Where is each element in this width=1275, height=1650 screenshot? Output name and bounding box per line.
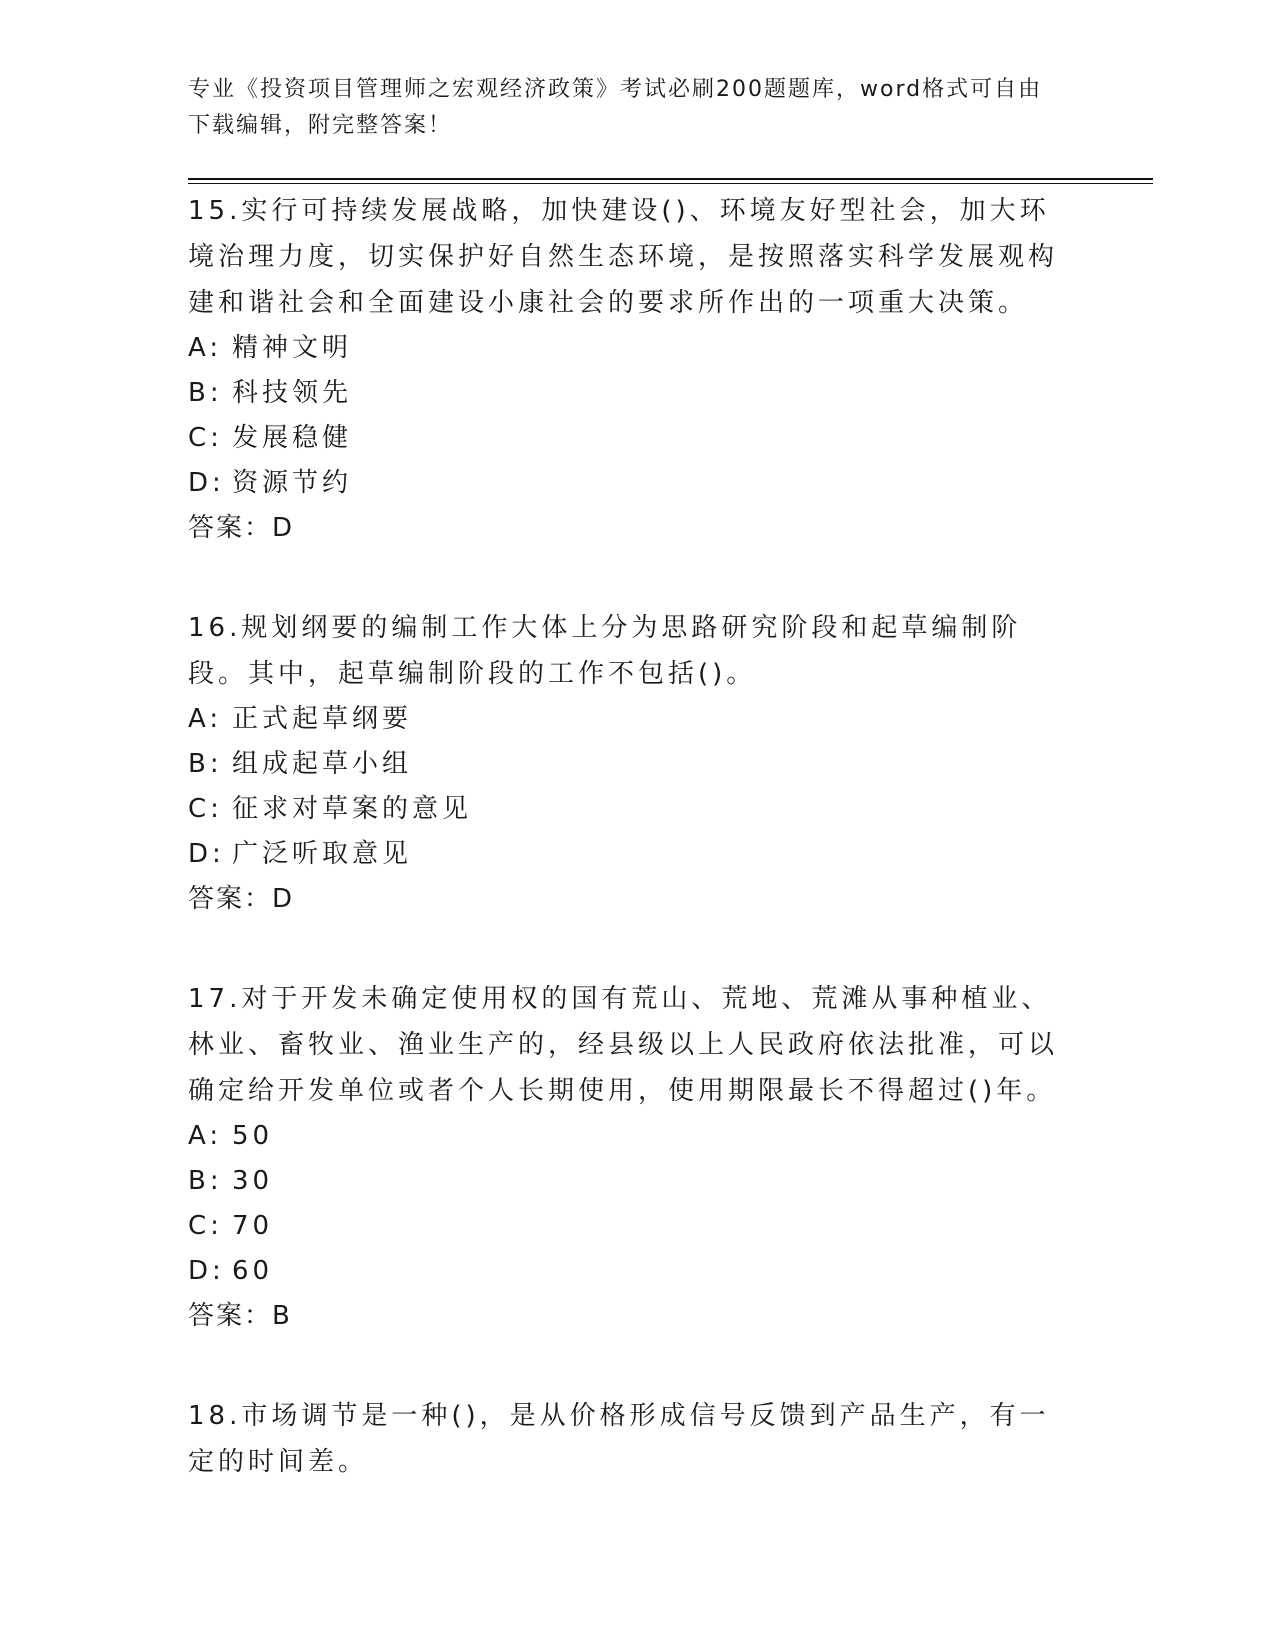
document-header [188, 72, 1068, 144]
header-line-1: 专业《投资项目管理师之宏观经济政策》考试必刷200题题库，word格式可自由 [188, 77, 1043, 102]
option-text: 70 [232, 1211, 274, 1241]
option-text: 组成起草小组 [232, 749, 413, 779]
header-divider-thick [188, 178, 1153, 180]
question-15 [188, 188, 1068, 551]
question-16 [188, 605, 1068, 922]
option-key: C: [188, 423, 223, 453]
option-key: B: [188, 1166, 223, 1196]
question-17 [188, 976, 1068, 1339]
option-text: 60 [232, 1256, 274, 1286]
option-text: 征求对草案的意见 [232, 794, 473, 824]
option-b [188, 1159, 1068, 1204]
option-b [188, 742, 1068, 787]
question-18 [188, 1393, 1068, 1485]
option-text: 精神文明 [232, 333, 353, 363]
option-c [188, 1204, 1068, 1249]
option-text: 发展稳健 [232, 423, 353, 453]
question-text: 18.市场调节是一种()，是从价格形成信号反馈到产品生产，有一定的时间差。 [188, 1401, 1050, 1477]
question-list [188, 188, 1068, 1539]
header-line-2: 下载编辑，附完整答案！ [188, 113, 453, 138]
option-text: 科技领先 [232, 378, 353, 408]
answer-line: 答案：B [188, 1301, 292, 1331]
option-text: 正式起草纲要 [232, 704, 413, 734]
option-key: D: [188, 468, 225, 498]
option-key: C: [188, 794, 223, 824]
option-b [188, 371, 1068, 416]
option-key: B: [188, 378, 223, 408]
option-d [188, 461, 1068, 506]
option-key: C: [188, 1211, 223, 1241]
question-text: 15.实行可持续发展战略，加快建设()、环境友好型社会，加大环境治理力度，切实保护好自然生态环境，是按照落实科学发展观构建和谐社会和全面建设小康社会的要求所作出的一项重大决策。 [188, 196, 1059, 318]
option-text: 广泛听取意见 [232, 839, 413, 869]
answer-line: 答案：D [188, 513, 295, 543]
option-c [188, 416, 1068, 461]
option-key: B: [188, 749, 223, 779]
question-text: 17.对于开发未确定使用权的国有荒山、荒地、荒滩从事种植业、林业、畜牧业、渔业生产的，经县级以上人民政府依法批准，可以确定给开发单位或者个人长期使用，使用期限最长不得超过()年。 [188, 984, 1059, 1106]
option-key: A: [188, 1121, 223, 1151]
option-a [188, 326, 1068, 371]
option-c [188, 787, 1068, 832]
option-text: 50 [232, 1121, 274, 1151]
option-a [188, 697, 1068, 742]
option-key: A: [188, 333, 223, 363]
option-text: 30 [232, 1166, 274, 1196]
option-d [188, 832, 1068, 877]
option-key: A: [188, 704, 223, 734]
option-key: D: [188, 1256, 225, 1286]
question-text: 16.规划纲要的编制工作大体上分为思路研究阶段和起草编制阶段。其中，起草编制阶段的工作不包括()。 [188, 613, 1022, 689]
option-a [188, 1114, 1068, 1159]
option-text: 资源节约 [232, 468, 353, 498]
answer-line: 答案：D [188, 884, 295, 914]
header-divider-thin [188, 183, 1153, 184]
option-key: D: [188, 839, 225, 869]
option-d [188, 1249, 1068, 1294]
